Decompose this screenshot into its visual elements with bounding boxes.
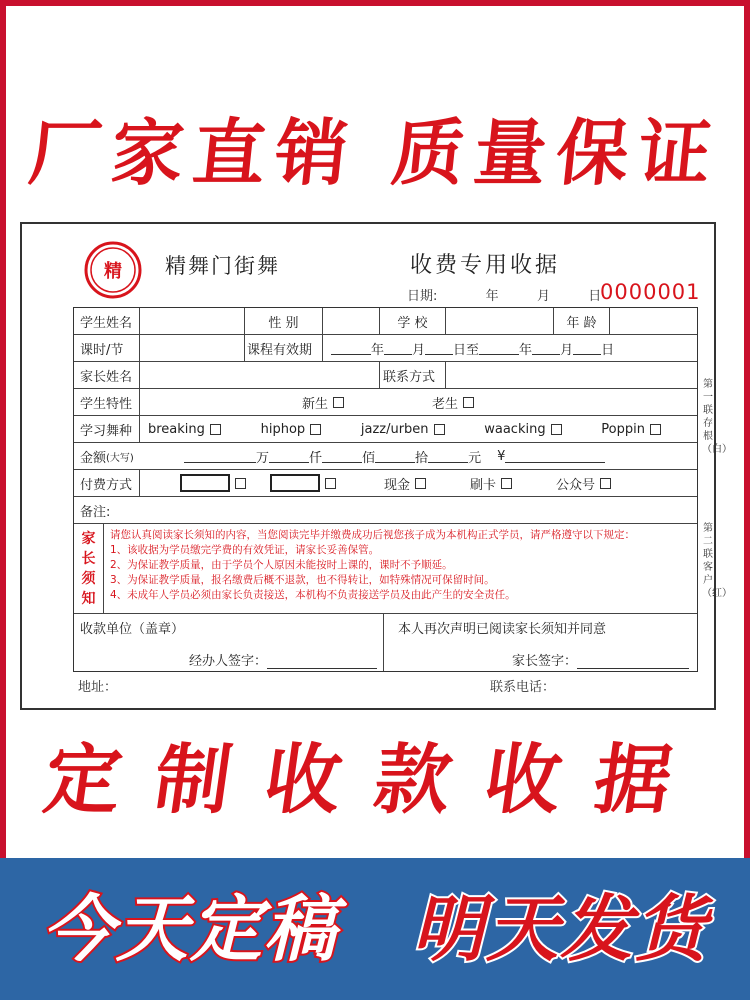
payment-custom-field-1[interactable]: [180, 474, 230, 492]
amount-field[interactable]: [176, 443, 697, 469]
notice-line: 1、该收据为学员缴完学费的有效凭证，请家长妥善保管。: [110, 544, 380, 556]
unit-wan: 万: [256, 450, 270, 466]
serial-number: 0000001: [600, 280, 701, 304]
validity-year2: 年: [519, 342, 533, 358]
promo-text: [0, 858, 750, 1000]
phone-label: 联系电话：: [490, 680, 556, 695]
handler-signature-label: 经办人签字：: [189, 654, 268, 669]
cash-label: 现金: [384, 477, 411, 493]
dance-poppin-checkbox[interactable]: [650, 424, 661, 435]
notice-tag-char: 须: [81, 570, 96, 587]
unit-qian: 仟: [309, 450, 323, 466]
payment-custom-checkbox-2[interactable]: [325, 478, 336, 489]
payment-method-label: 付费方式: [74, 470, 140, 496]
notice-tag-char: 家: [81, 530, 96, 547]
date-month: 月: [536, 289, 550, 304]
table-row: [74, 443, 697, 470]
notice-body: [104, 524, 697, 613]
date-day: 日: [588, 289, 602, 304]
new-student-label: 新生: [302, 396, 329, 412]
gender-label: 性 别: [245, 308, 323, 334]
date-label: 日期:: [407, 289, 438, 304]
table-row: [74, 362, 697, 389]
dance-option[interactable]: [261, 422, 322, 437]
copy-label-stub: 第一联存根（白）: [702, 379, 732, 455]
gender-field[interactable]: [323, 308, 380, 334]
date-year: 年: [485, 289, 499, 304]
table-row: [74, 308, 697, 335]
student-trait-label: 学生特性: [74, 389, 140, 415]
address-label: 地址：: [78, 680, 118, 695]
signature-area: [74, 614, 697, 671]
cash-checkbox[interactable]: [415, 478, 426, 489]
issuer-signature-block: [74, 614, 384, 671]
parent-signature-label: 家长签字：: [512, 654, 578, 669]
age-field[interactable]: [610, 308, 697, 334]
dance-waacking-label: waacking: [484, 421, 546, 437]
unit-yuan: 元: [468, 450, 482, 466]
age-label: 年 龄: [554, 308, 610, 334]
validity-field[interactable]: [323, 335, 697, 361]
copy-label-customer: 第二联客户（红）: [702, 523, 732, 599]
parent-name-label: 家长姓名: [74, 362, 140, 388]
notice-line: 3、为保证教学质量，报名缴费后概不退款，也不得转让，如特殊情况可保留时间。: [110, 574, 495, 586]
notice-line: 4、未成年人学员必须由家长负责接送，本机构不负责接送学员及由此产生的安全责任。: [110, 589, 516, 601]
table-row: [74, 416, 697, 443]
notice-tag-char: 长: [81, 550, 96, 567]
payment-custom-checkbox-1[interactable]: [235, 478, 246, 489]
dance-style-options: [140, 416, 697, 442]
student-name-field[interactable]: [140, 308, 245, 334]
seal-logo: [78, 240, 148, 300]
amount-label-text: 金额: [80, 450, 107, 466]
dance-option[interactable]: [484, 422, 561, 437]
dance-jazz-checkbox[interactable]: [434, 424, 445, 435]
remarks-label: 备注:: [80, 504, 111, 520]
dance-poppin-label: Poppin: [601, 421, 645, 437]
validity-label: 课程有效期: [245, 335, 323, 361]
amount-label: [74, 443, 176, 469]
old-student-label: 老生: [432, 396, 459, 412]
table-row: [74, 335, 697, 362]
promo-text-part2a: 明天发货: [412, 886, 709, 971]
validity-day2: 日: [601, 342, 615, 358]
remarks-field[interactable]: [74, 497, 697, 523]
new-student-checkbox[interactable]: [333, 397, 344, 408]
parent-name-field[interactable]: [140, 362, 380, 388]
amount-label-sub: (大写): [106, 452, 134, 464]
receipt-title: 收费专用收据: [410, 253, 561, 278]
parent-notice: [74, 524, 697, 614]
wechat-label: 公众号: [556, 477, 596, 493]
banner-bottom-slogan: 定制收款收据: [38, 735, 712, 824]
parent-signature-block: [384, 614, 697, 671]
dance-option[interactable]: [601, 422, 661, 437]
dance-hiphop-label: hiphop: [260, 421, 306, 437]
card-label: 刷卡: [470, 477, 497, 493]
payment-method-options: [140, 470, 697, 496]
table-row: [74, 389, 697, 416]
svg-text:精: 精: [104, 261, 122, 282]
dance-option[interactable]: [148, 422, 221, 437]
school-label: 学 校: [380, 308, 446, 334]
promo-text-part1: 今天定稿: [41, 886, 338, 971]
dance-hiphop-checkbox[interactable]: [310, 424, 321, 435]
student-name-label: 学生姓名: [74, 308, 140, 334]
contact-field[interactable]: [446, 362, 697, 388]
dance-breaking-label: breaking: [148, 421, 205, 437]
dance-breaking-checkbox[interactable]: [210, 424, 221, 435]
organization-name: 精舞门街舞: [165, 254, 280, 278]
validity-month: 月: [412, 342, 426, 358]
parent-declaration: 本人再次声明已阅读家长须知并同意: [398, 622, 607, 637]
table-row: [74, 497, 697, 524]
parent-signature[interactable]: [512, 650, 689, 669]
validity-month2: 月: [560, 342, 574, 358]
wechat-checkbox[interactable]: [600, 478, 611, 489]
notice-tag-char: 知: [81, 590, 96, 607]
school-field[interactable]: [446, 308, 554, 334]
issuer-stamp-label: 收款单位（盖章）: [80, 622, 185, 637]
validity-day-to: 日至: [453, 342, 480, 358]
receipt-table: [73, 307, 698, 672]
dance-waacking-checkbox[interactable]: [551, 424, 562, 435]
bottom-promo-strip: [0, 858, 750, 1000]
old-student-checkbox[interactable]: [463, 397, 474, 408]
notice-line: 请您认真阅读家长须知的内容，当您阅读完毕并缴费成功后视您孩子成为本机构正式学员，请严格遵守以下规定：: [110, 529, 635, 541]
lesson-count-label: 课时/节: [74, 335, 140, 361]
notice-line: 2、为保证教学质量，由于学员个人原因未能按时上课的，课时不予顺延。: [110, 559, 453, 571]
payment-custom-field-2[interactable]: [270, 474, 320, 492]
lesson-count-field[interactable]: [140, 335, 245, 361]
dance-option[interactable]: [361, 422, 445, 437]
dance-style-label: 学习舞种: [74, 416, 140, 442]
yuan-sign: ¥: [497, 448, 506, 464]
date-line: [407, 285, 601, 304]
card-checkbox[interactable]: [501, 478, 512, 489]
notice-tag: [74, 524, 104, 613]
dance-jazz-label: jazz/urben: [360, 421, 429, 437]
student-trait-options: [140, 389, 697, 415]
unit-bai: 佰: [362, 450, 376, 466]
handler-signature[interactable]: [189, 650, 377, 669]
validity-year: 年: [371, 342, 385, 358]
contact-label: 联系方式: [380, 362, 446, 388]
table-row: [74, 470, 697, 497]
unit-shi: 拾: [415, 450, 429, 466]
banner-top-slogan: 厂家直销 质量保证: [25, 110, 726, 195]
